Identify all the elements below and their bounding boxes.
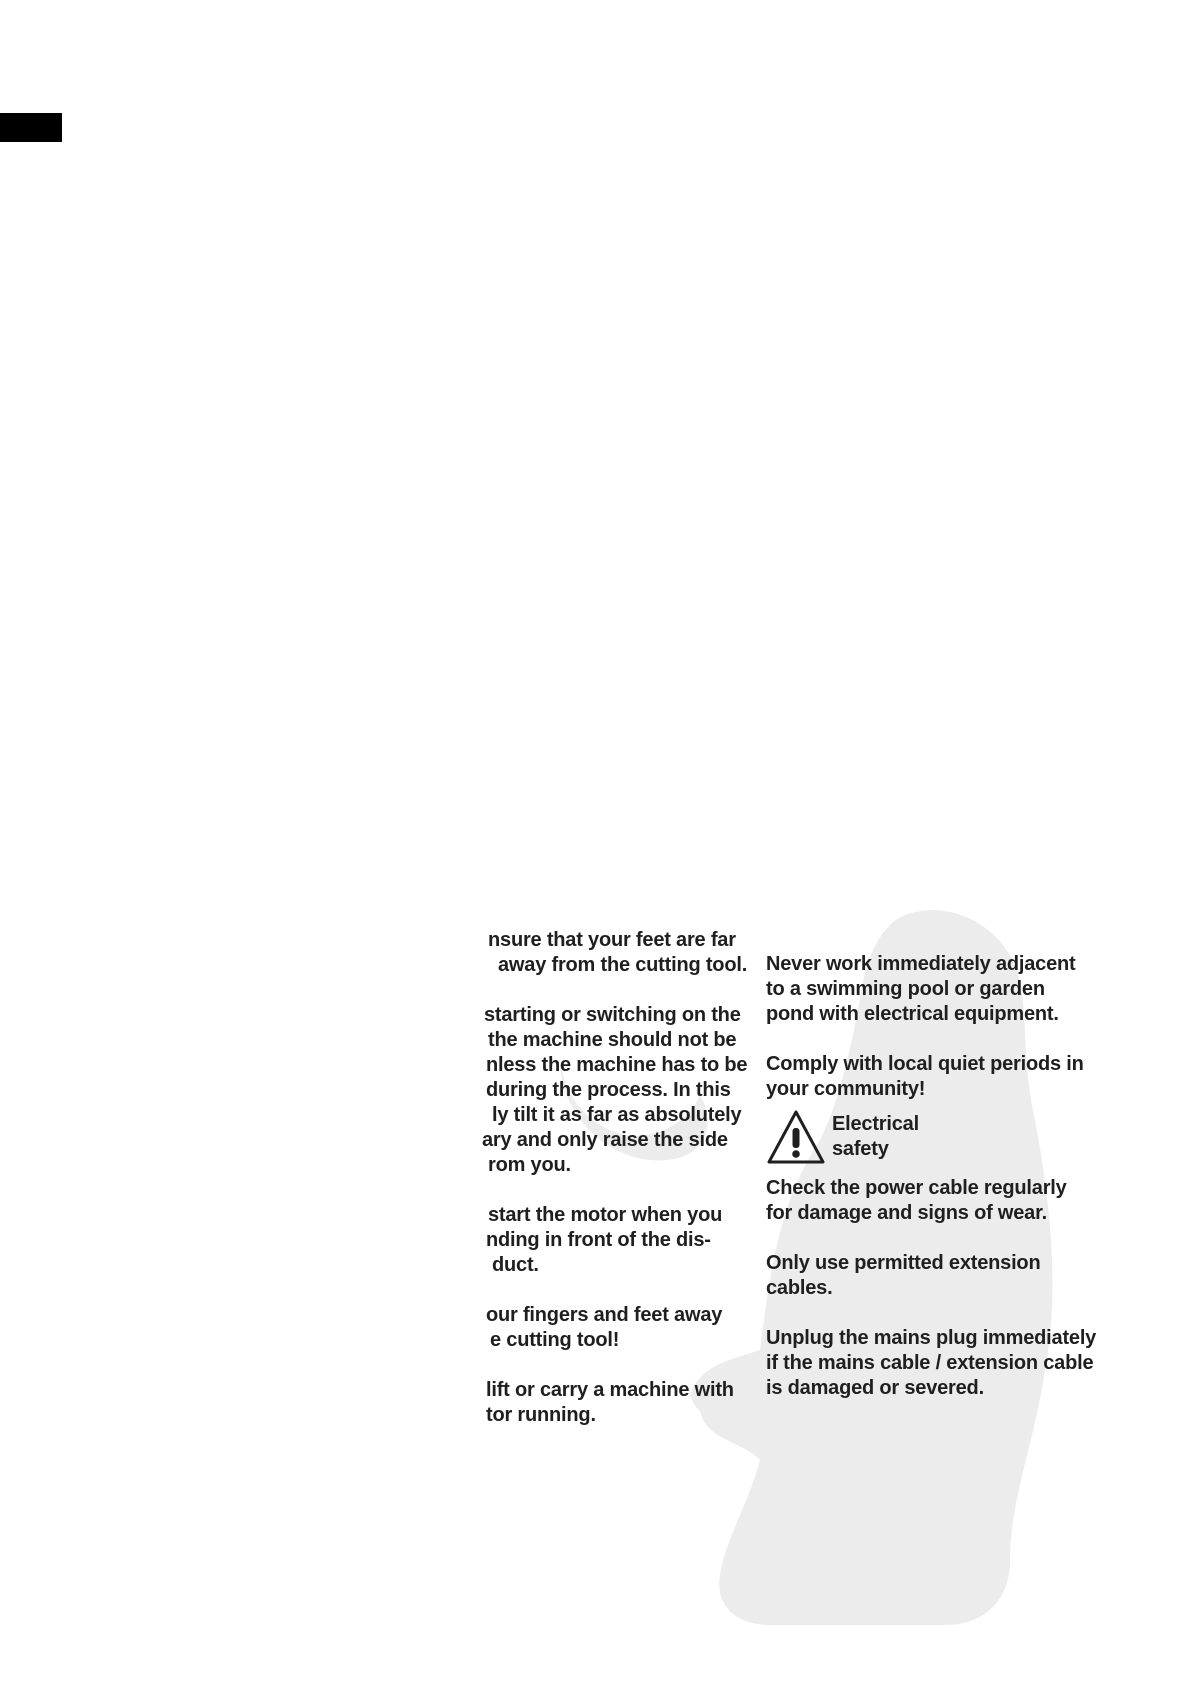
text-line: start the motor when you [488, 1204, 723, 1226]
text-line: rom you. [488, 1154, 571, 1176]
text-line: ly tilt it as far as absolutely [492, 1104, 742, 1126]
text-line: nless the machine has to be [486, 1054, 748, 1076]
paragraph-motor-start [482, 1203, 754, 1278]
paragraph-feet [482, 928, 754, 978]
text-line: ary and only raise the side [482, 1129, 728, 1151]
text-line: Comply with local quiet periods in [766, 1053, 1084, 1075]
text-line: Unplug the mains plug immediately [766, 1327, 1097, 1349]
paragraph-quiet-periods [766, 1052, 1096, 1102]
text-line: our fingers and feet away [486, 1304, 723, 1326]
text-line: for damage and signs of wear. [766, 1202, 1047, 1224]
text-line: pond with electrical equipment. [766, 1003, 1059, 1025]
section-title-line: Electrical [832, 1113, 919, 1135]
text-line: your community! [766, 1078, 926, 1100]
text-line: is damaged or severed. [766, 1377, 984, 1399]
paragraph-power-cable [766, 1176, 1096, 1226]
warning-triangle-icon [766, 1108, 826, 1166]
paragraph-fingers [482, 1303, 754, 1353]
paragraph-unplug [766, 1326, 1096, 1401]
text-line: away from the cutting tool. [498, 954, 748, 976]
text-line: the machine should not be [488, 1029, 737, 1051]
text-line: nding in front of the dis- [486, 1229, 711, 1251]
text-line: Only use permitted extension [766, 1252, 1041, 1274]
text-line: Check the power cable regularly [766, 1177, 1067, 1199]
text-line: duct. [492, 1254, 539, 1276]
text-line: during the process. In this [486, 1079, 731, 1101]
text-line: to a swimming pool or garden [766, 978, 1045, 1000]
text-line: e cutting tool! [490, 1329, 620, 1351]
paragraph-pool [766, 952, 1096, 1027]
right-column [766, 952, 1096, 1401]
text-line: cables. [766, 1277, 833, 1299]
section-title [832, 1112, 919, 1162]
text-line: tor running. [486, 1404, 596, 1426]
electrical-safety-heading [766, 1106, 1096, 1168]
text-line: Never work immediately adjacent [766, 953, 1076, 975]
text-line: nsure that your feet are far [488, 929, 736, 951]
left-column [482, 928, 754, 1428]
paragraph-lifting [482, 1378, 754, 1428]
text-line: lift or carry a machine with [486, 1379, 734, 1401]
paragraph-extension-cables [766, 1251, 1096, 1301]
section-title-line: safety [832, 1138, 889, 1160]
paragraph-tilting [482, 1003, 754, 1178]
text-line: starting or switching on the [484, 1004, 741, 1026]
text-line: if the mains cable / extension cable [766, 1352, 1094, 1374]
